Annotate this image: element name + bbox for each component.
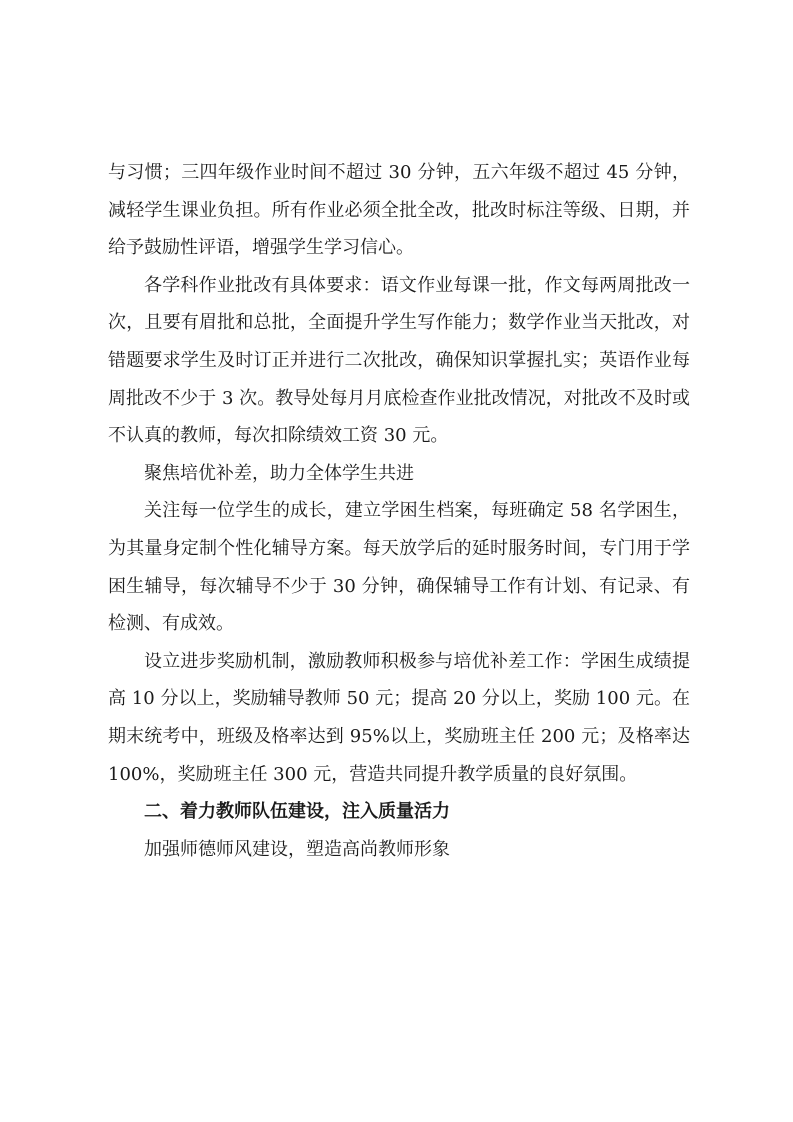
paragraph-grading-requirements: 各学科作业批改有具体要求：语文作业每课一批，作文每两周批改一次，且要有眉批和总批，全面提升学生写作能力；数学作业当天批改，对错题要求学生及时订正并进行二次批改，确保知识掌握扎实；英语作业每周批改不少于 3 次。教导处每月月底检查作业批改情况，对批改不及时或不认真的教师，每次扣除绩效工资 30 元。	[108, 274, 690, 447]
document-body	[108, 154, 690, 868]
paragraph-reward-mechanism: 设立进步奖励机制，激励教师积极参与培优补差工作：学困生成绩提高 10 分以上，奖励辅导教师 50 元；提高 20 分以上，奖励 100 元。在期末统考中，班级及格率达到 95%以上，奖励班主任 200 元；及格率达 100%，奖励班主任 300 元，营造共同提升教学质量的良好氛围。	[108, 650, 690, 785]
paragraph-homework-time: 与习惯；三四年级作业时间不超过 30 分钟，五六年级不超过 45 分钟，减轻学生课业负担。所有作业必须全批全改，批改时标注等级、日期，并给予鼓励性评语，增强学生学习信心。	[108, 162, 690, 259]
subheading-tutoring: 聚焦培优补差，助力全体学生共进	[144, 462, 414, 484]
section-heading-teacher-team: 二、着力教师队伍建设，注入质量活力	[144, 801, 450, 823]
subheading-ethics: 加强师德师风建设，塑造高尚教师形象	[144, 838, 450, 860]
paragraph-struggling-students: 关注每一位学生的成长，建立学困生档案，每班确定 58 名学困生，为其量身定制个性化辅导方案。每天放学后的延时服务时间，专门用于学困生辅导，每次辅导不少于 30 分钟，确保辅导工作有计划、有记录、有检测、有成效。	[108, 500, 690, 635]
